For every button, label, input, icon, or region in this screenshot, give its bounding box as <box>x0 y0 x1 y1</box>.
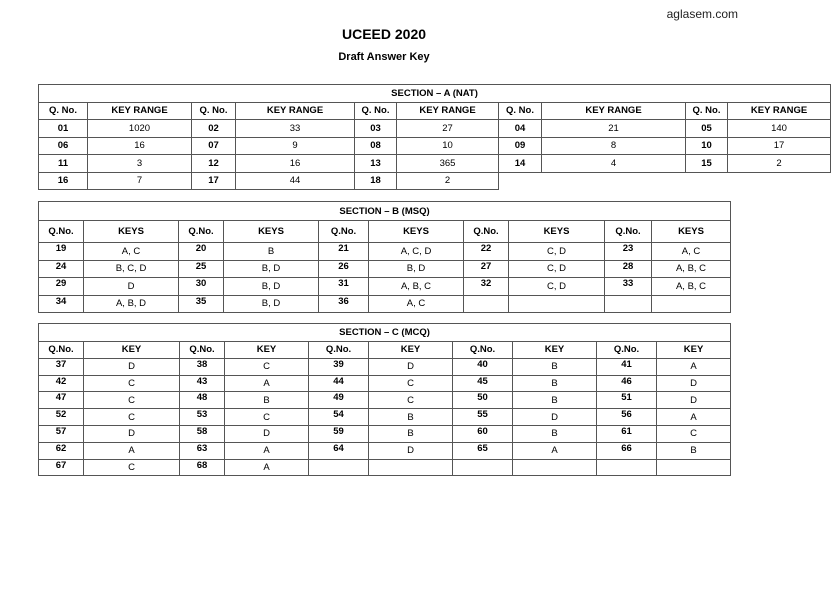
question-number-cell: 17 <box>192 172 236 190</box>
key-cell: C <box>369 392 453 409</box>
key-cell: D <box>225 425 309 442</box>
key-cell: A <box>657 358 731 375</box>
question-number-cell: 52 <box>39 409 84 426</box>
question-number-cell: 24 <box>39 260 84 278</box>
question-number-header: Q.No. <box>453 342 513 359</box>
question-number-cell <box>464 295 509 313</box>
question-number-cell: 56 <box>597 409 657 426</box>
question-number-header: Q. No. <box>499 102 542 120</box>
section-title-row <box>39 85 831 103</box>
key-cell: 7 <box>88 172 192 190</box>
key-header: KEY RANGE <box>236 102 355 120</box>
key-cell: 10 <box>397 137 499 155</box>
question-number-cell: 28 <box>605 260 652 278</box>
question-number-header: Q.No. <box>319 221 369 243</box>
section-title: SECTION – B (MSQ) <box>39 202 731 221</box>
question-number-cell: 58 <box>180 425 225 442</box>
key-cell: 16 <box>88 137 192 155</box>
key-cell: B, D <box>224 260 319 278</box>
section-title: SECTION – A (NAT) <box>39 85 831 103</box>
question-number-header: Q. No. <box>39 102 88 120</box>
question-number-cell: 57 <box>39 425 84 442</box>
key-cell: C <box>84 375 180 392</box>
key-cell: B <box>224 243 319 261</box>
key-cell: A <box>225 459 309 476</box>
question-number-cell: 65 <box>453 442 513 459</box>
question-number-cell: 38 <box>180 358 225 375</box>
question-number-cell: 11 <box>39 155 88 173</box>
question-number-cell: 60 <box>453 425 513 442</box>
question-number-cell: 49 <box>309 392 369 409</box>
question-number-cell: 30 <box>179 278 224 296</box>
key-cell: C <box>657 425 731 442</box>
question-number-cell: 62 <box>39 442 84 459</box>
key-header: KEY RANGE <box>397 102 499 120</box>
question-number-cell: 09 <box>499 137 542 155</box>
question-number-cell: 25 <box>179 260 224 278</box>
question-number-cell: 64 <box>309 442 369 459</box>
question-number-header: Q. No. <box>192 102 236 120</box>
key-cell: B <box>513 358 597 375</box>
table-row <box>39 459 731 476</box>
key-cell: 365 <box>397 155 499 173</box>
question-number-header: Q.No. <box>597 342 657 359</box>
key-cell: A <box>225 442 309 459</box>
question-number-cell: 67 <box>39 459 84 476</box>
table-row <box>39 172 831 190</box>
key-cell: A, C <box>369 295 464 313</box>
key-header: KEYS <box>369 221 464 243</box>
question-number-cell: 42 <box>39 375 84 392</box>
key-header: KEY <box>84 342 180 359</box>
table-row <box>39 278 731 296</box>
table-row <box>39 425 731 442</box>
key-cell: C, D <box>509 278 605 296</box>
key-cell: 1020 <box>88 120 192 138</box>
key-cell <box>509 295 605 313</box>
question-number-header: Q.No. <box>180 342 225 359</box>
key-cell: A, C <box>84 243 179 261</box>
key-cell: B <box>513 375 597 392</box>
key-cell <box>369 459 453 476</box>
question-number-cell: 36 <box>319 295 369 313</box>
key-cell: D <box>369 358 453 375</box>
section-title-row <box>39 324 731 342</box>
key-cell: 8 <box>542 137 686 155</box>
question-number-cell: 21 <box>319 243 369 261</box>
table-row <box>39 358 731 375</box>
key-header: KEY RANGE <box>88 102 192 120</box>
question-number-cell <box>605 295 652 313</box>
question-number-cell: 55 <box>453 409 513 426</box>
key-cell: A <box>657 409 731 426</box>
section-a-table <box>38 84 831 190</box>
key-cell: 2 <box>397 172 499 190</box>
key-cell: A <box>84 442 180 459</box>
table-row <box>39 392 731 409</box>
question-number-cell: 26 <box>319 260 369 278</box>
key-cell: C, D <box>509 260 605 278</box>
table-row <box>39 375 731 392</box>
key-cell: D <box>84 358 180 375</box>
question-number-cell: 34 <box>39 295 84 313</box>
key-cell: D <box>369 442 453 459</box>
key-cell: A <box>513 442 597 459</box>
question-number-cell: 23 <box>605 243 652 261</box>
question-number-cell: 66 <box>597 442 657 459</box>
question-number-cell: 01 <box>39 120 88 138</box>
table-row <box>39 120 831 138</box>
question-number-cell <box>453 459 513 476</box>
question-number-cell: 61 <box>597 425 657 442</box>
key-cell: D <box>657 392 731 409</box>
question-number-cell: 19 <box>39 243 84 261</box>
question-number-header: Q.No. <box>39 221 84 243</box>
key-header: KEYS <box>652 221 731 243</box>
key-cell: A, C <box>652 243 731 261</box>
question-number-header: Q. No. <box>686 102 728 120</box>
question-number-cell: 45 <box>453 375 513 392</box>
question-number-cell: 06 <box>39 137 88 155</box>
key-header: KEYS <box>224 221 319 243</box>
key-cell: A, C, D <box>369 243 464 261</box>
section-b-table <box>38 201 731 313</box>
key-cell: A, B, C <box>652 260 731 278</box>
question-number-cell: 18 <box>355 172 397 190</box>
table-row <box>39 295 731 313</box>
question-number-cell: 53 <box>180 409 225 426</box>
question-number-cell: 40 <box>453 358 513 375</box>
question-number-cell: 12 <box>192 155 236 173</box>
key-header: KEYS <box>84 221 179 243</box>
key-header: KEY <box>225 342 309 359</box>
question-number-cell: 31 <box>319 278 369 296</box>
question-number-cell: 10 <box>686 137 728 155</box>
key-cell: A, B, C <box>652 278 731 296</box>
key-cell: B, D <box>224 295 319 313</box>
key-cell: 9 <box>236 137 355 155</box>
key-cell: D <box>657 375 731 392</box>
key-cell: A, B, D <box>84 295 179 313</box>
question-number-cell: 20 <box>179 243 224 261</box>
key-cell: C <box>225 409 309 426</box>
key-cell: 17 <box>728 137 831 155</box>
key-cell: C <box>369 375 453 392</box>
column-header-row <box>39 342 731 359</box>
question-number-cell: 04 <box>499 120 542 138</box>
key-cell: 16 <box>236 155 355 173</box>
question-number-cell: 27 <box>464 260 509 278</box>
question-number-cell: 02 <box>192 120 236 138</box>
question-number-header: Q. No. <box>355 102 397 120</box>
key-cell: C <box>84 409 180 426</box>
key-cell: B <box>513 392 597 409</box>
question-number-cell: 35 <box>179 295 224 313</box>
question-number-cell: 68 <box>180 459 225 476</box>
question-number-cell: 15 <box>686 155 728 173</box>
key-cell: B, C, D <box>84 260 179 278</box>
key-cell: 21 <box>542 120 686 138</box>
table-row <box>39 260 731 278</box>
question-number-cell: 08 <box>355 137 397 155</box>
key-header: KEY RANGE <box>728 102 831 120</box>
question-number-cell: 13 <box>355 155 397 173</box>
question-number-cell <box>309 459 369 476</box>
question-number-header: Q.No. <box>605 221 652 243</box>
question-number-cell: 50 <box>453 392 513 409</box>
question-number-cell: 63 <box>180 442 225 459</box>
key-cell: 3 <box>88 155 192 173</box>
key-cell: B <box>369 409 453 426</box>
key-cell: 4 <box>542 155 686 173</box>
question-number-cell: 29 <box>39 278 84 296</box>
question-number-cell <box>686 172 728 190</box>
question-number-header: Q.No. <box>39 342 84 359</box>
key-cell: 44 <box>236 172 355 190</box>
watermark-text: aglasem.com <box>666 7 738 21</box>
key-cell: B <box>369 425 453 442</box>
question-number-cell: 44 <box>309 375 369 392</box>
key-cell: B, D <box>369 260 464 278</box>
question-number-header: Q.No. <box>309 342 369 359</box>
section-c-table <box>38 323 731 476</box>
key-cell: 27 <box>397 120 499 138</box>
question-number-cell: 03 <box>355 120 397 138</box>
question-number-cell: 41 <box>597 358 657 375</box>
key-cell: 2 <box>728 155 831 173</box>
key-cell: D <box>84 425 180 442</box>
question-number-cell: 33 <box>605 278 652 296</box>
question-number-cell: 14 <box>499 155 542 173</box>
key-cell: A, B, C <box>369 278 464 296</box>
section-title: SECTION – C (MCQ) <box>39 324 731 342</box>
key-header: KEY <box>657 342 731 359</box>
table-row <box>39 155 831 173</box>
question-number-cell: 46 <box>597 375 657 392</box>
question-number-cell: 59 <box>309 425 369 442</box>
question-number-cell: 54 <box>309 409 369 426</box>
key-header: KEY <box>369 342 453 359</box>
key-cell: B <box>513 425 597 442</box>
question-number-header: Q.No. <box>179 221 224 243</box>
column-header-row <box>39 102 831 120</box>
column-header-row <box>39 221 731 243</box>
table-row <box>39 442 731 459</box>
key-cell: C <box>84 392 180 409</box>
key-cell: 33 <box>236 120 355 138</box>
key-cell: A <box>225 375 309 392</box>
key-header: KEY RANGE <box>542 102 686 120</box>
question-number-cell: 16 <box>39 172 88 190</box>
question-number-header: Q.No. <box>464 221 509 243</box>
key-cell: D <box>513 409 597 426</box>
key-cell: 140 <box>728 120 831 138</box>
question-number-cell: 47 <box>39 392 84 409</box>
question-number-cell: 37 <box>39 358 84 375</box>
key-cell <box>542 172 686 190</box>
section-title-row <box>39 202 731 221</box>
key-cell: C, D <box>509 243 605 261</box>
question-number-cell: 32 <box>464 278 509 296</box>
key-header: KEYS <box>509 221 605 243</box>
question-number-cell: 07 <box>192 137 236 155</box>
question-number-cell <box>499 172 542 190</box>
key-cell <box>652 295 731 313</box>
question-number-cell: 48 <box>180 392 225 409</box>
key-cell: B <box>657 442 731 459</box>
table-row <box>39 137 831 155</box>
key-cell <box>728 172 831 190</box>
key-cell <box>513 459 597 476</box>
key-cell: C <box>84 459 180 476</box>
question-number-cell: 39 <box>309 358 369 375</box>
table-row <box>39 409 731 426</box>
page-subtitle: Draft Answer Key <box>338 51 430 63</box>
key-cell <box>657 459 731 476</box>
key-cell: B, D <box>224 278 319 296</box>
question-number-cell: 43 <box>180 375 225 392</box>
key-cell: C <box>225 358 309 375</box>
question-number-cell <box>597 459 657 476</box>
key-header: KEY <box>513 342 597 359</box>
question-number-cell: 05 <box>686 120 728 138</box>
question-number-cell: 51 <box>597 392 657 409</box>
key-cell: D <box>84 278 179 296</box>
page-title: UCEED 2020 <box>341 26 427 42</box>
table-row <box>39 243 731 261</box>
key-cell: B <box>225 392 309 409</box>
question-number-cell: 22 <box>464 243 509 261</box>
